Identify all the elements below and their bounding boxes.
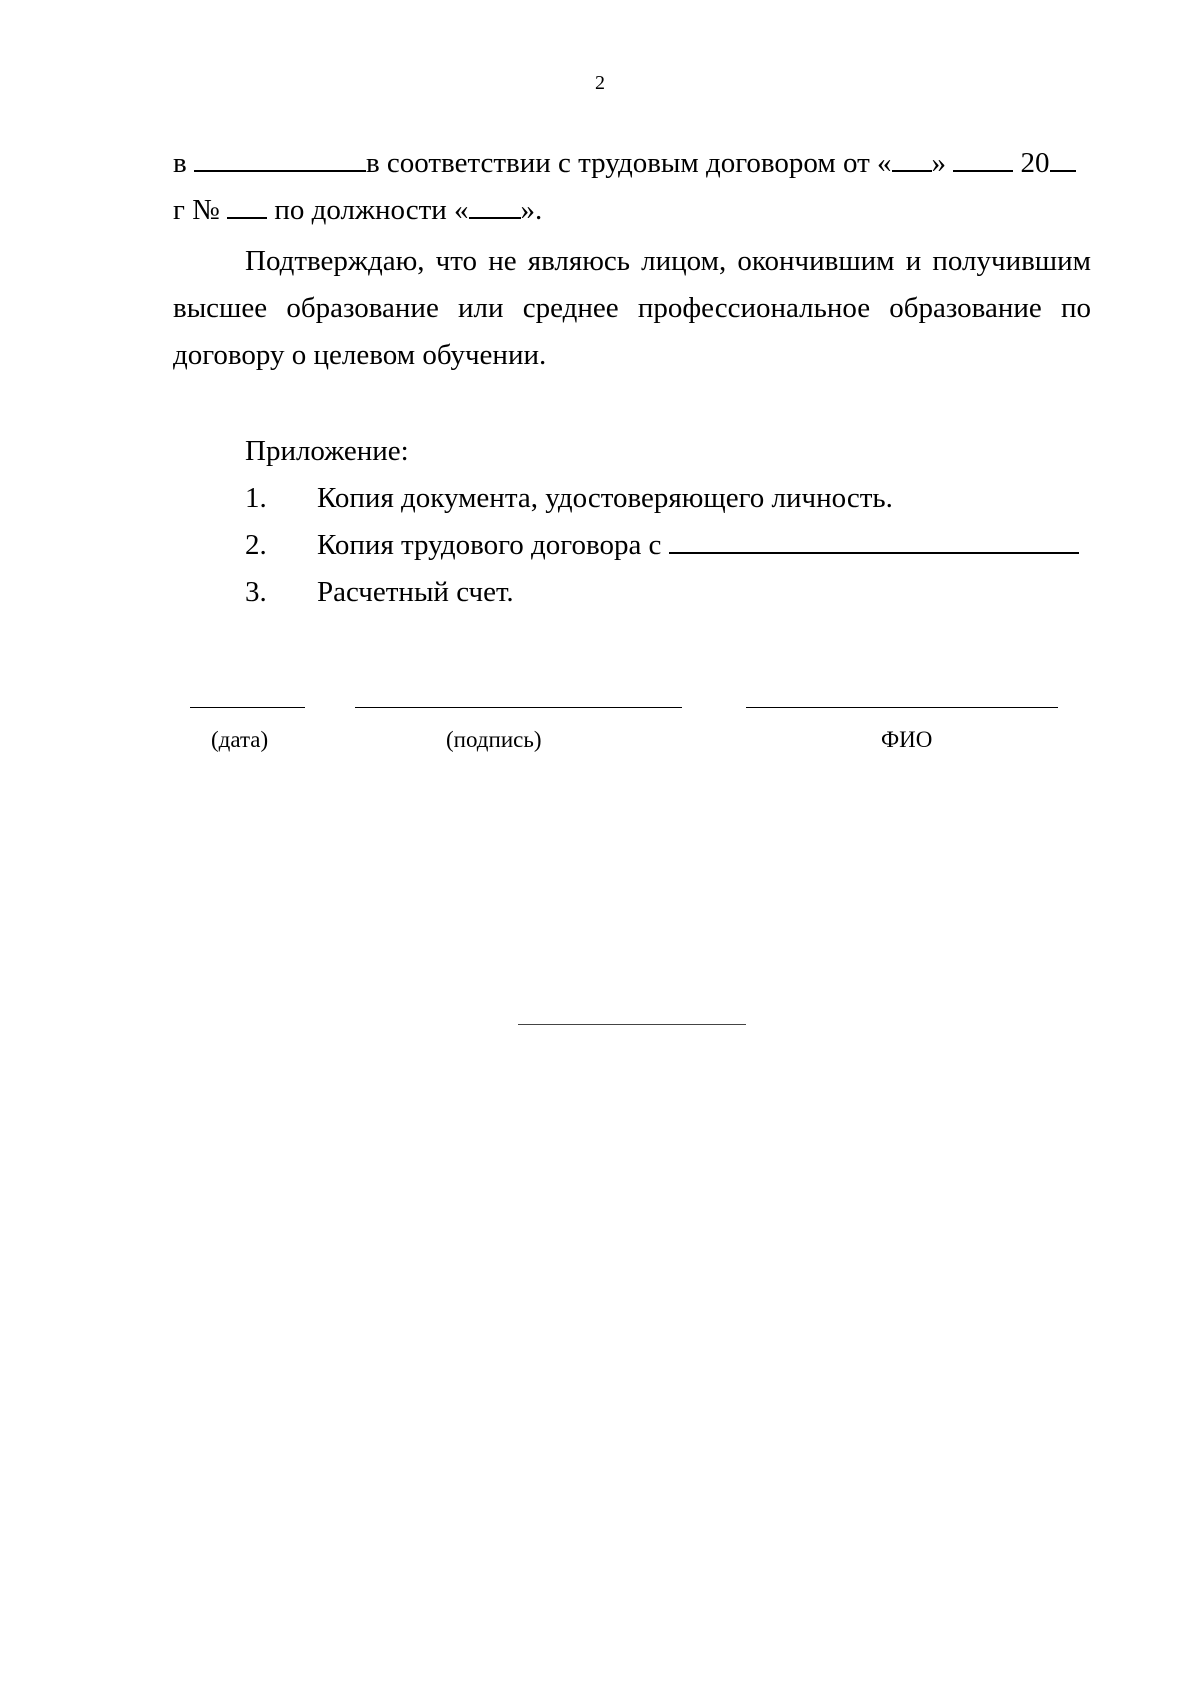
workplace-blank — [194, 146, 366, 172]
contract-employer-blank — [669, 528, 1079, 554]
appendix-title: Приложение: — [245, 435, 409, 467]
appendix-item-number: 1. — [245, 482, 267, 514]
intro-year-prefix: 20 — [1020, 147, 1050, 179]
appendix-item — [245, 475, 893, 522]
day-blank — [892, 146, 932, 172]
intro-line-1 — [173, 140, 1091, 187]
intro-prefix: в — [173, 147, 187, 179]
appendix-item-number: 3. — [245, 576, 267, 608]
appendix-item — [245, 569, 514, 616]
intro-line2-start: г № — [173, 194, 220, 226]
appendix-item-text: Расчетный счет. — [317, 576, 514, 608]
full-name-label: ФИО — [881, 727, 933, 752]
signature-label: (подпись) — [446, 727, 542, 752]
intro-position-text: по должности « — [274, 194, 469, 226]
appendix-item-text: Копия документа, удостоверяющего личность. — [317, 482, 893, 514]
full-name-line — [746, 707, 1058, 708]
page-number: 2 — [595, 72, 605, 94]
intro-quote-close: » — [931, 147, 946, 179]
intro-line-2 — [173, 187, 1091, 234]
appendix-item-number: 2. — [245, 529, 267, 561]
intro-position-end: ». — [520, 194, 543, 226]
position-blank — [469, 193, 521, 219]
appendix-item — [245, 522, 1079, 569]
signature-line — [355, 707, 682, 708]
confirmation-paragraph — [173, 238, 1091, 379]
date-line — [190, 707, 305, 708]
appendix-item-text: Копия трудового договора с — [317, 529, 662, 561]
year-blank — [1050, 146, 1076, 172]
month-blank — [953, 146, 1013, 172]
contract-number-blank — [227, 193, 267, 219]
intro-middle: в соответствии с трудовым договором от « — [365, 147, 892, 179]
confirmation-text: Подтверждаю, что не являюсь лицом, окончившим и получившим высшее образование или среднее профессиональное образование по договору о целевом обучении. — [173, 245, 1091, 371]
date-label: (дата) — [211, 727, 269, 752]
bottom-divider — [518, 1024, 746, 1025]
